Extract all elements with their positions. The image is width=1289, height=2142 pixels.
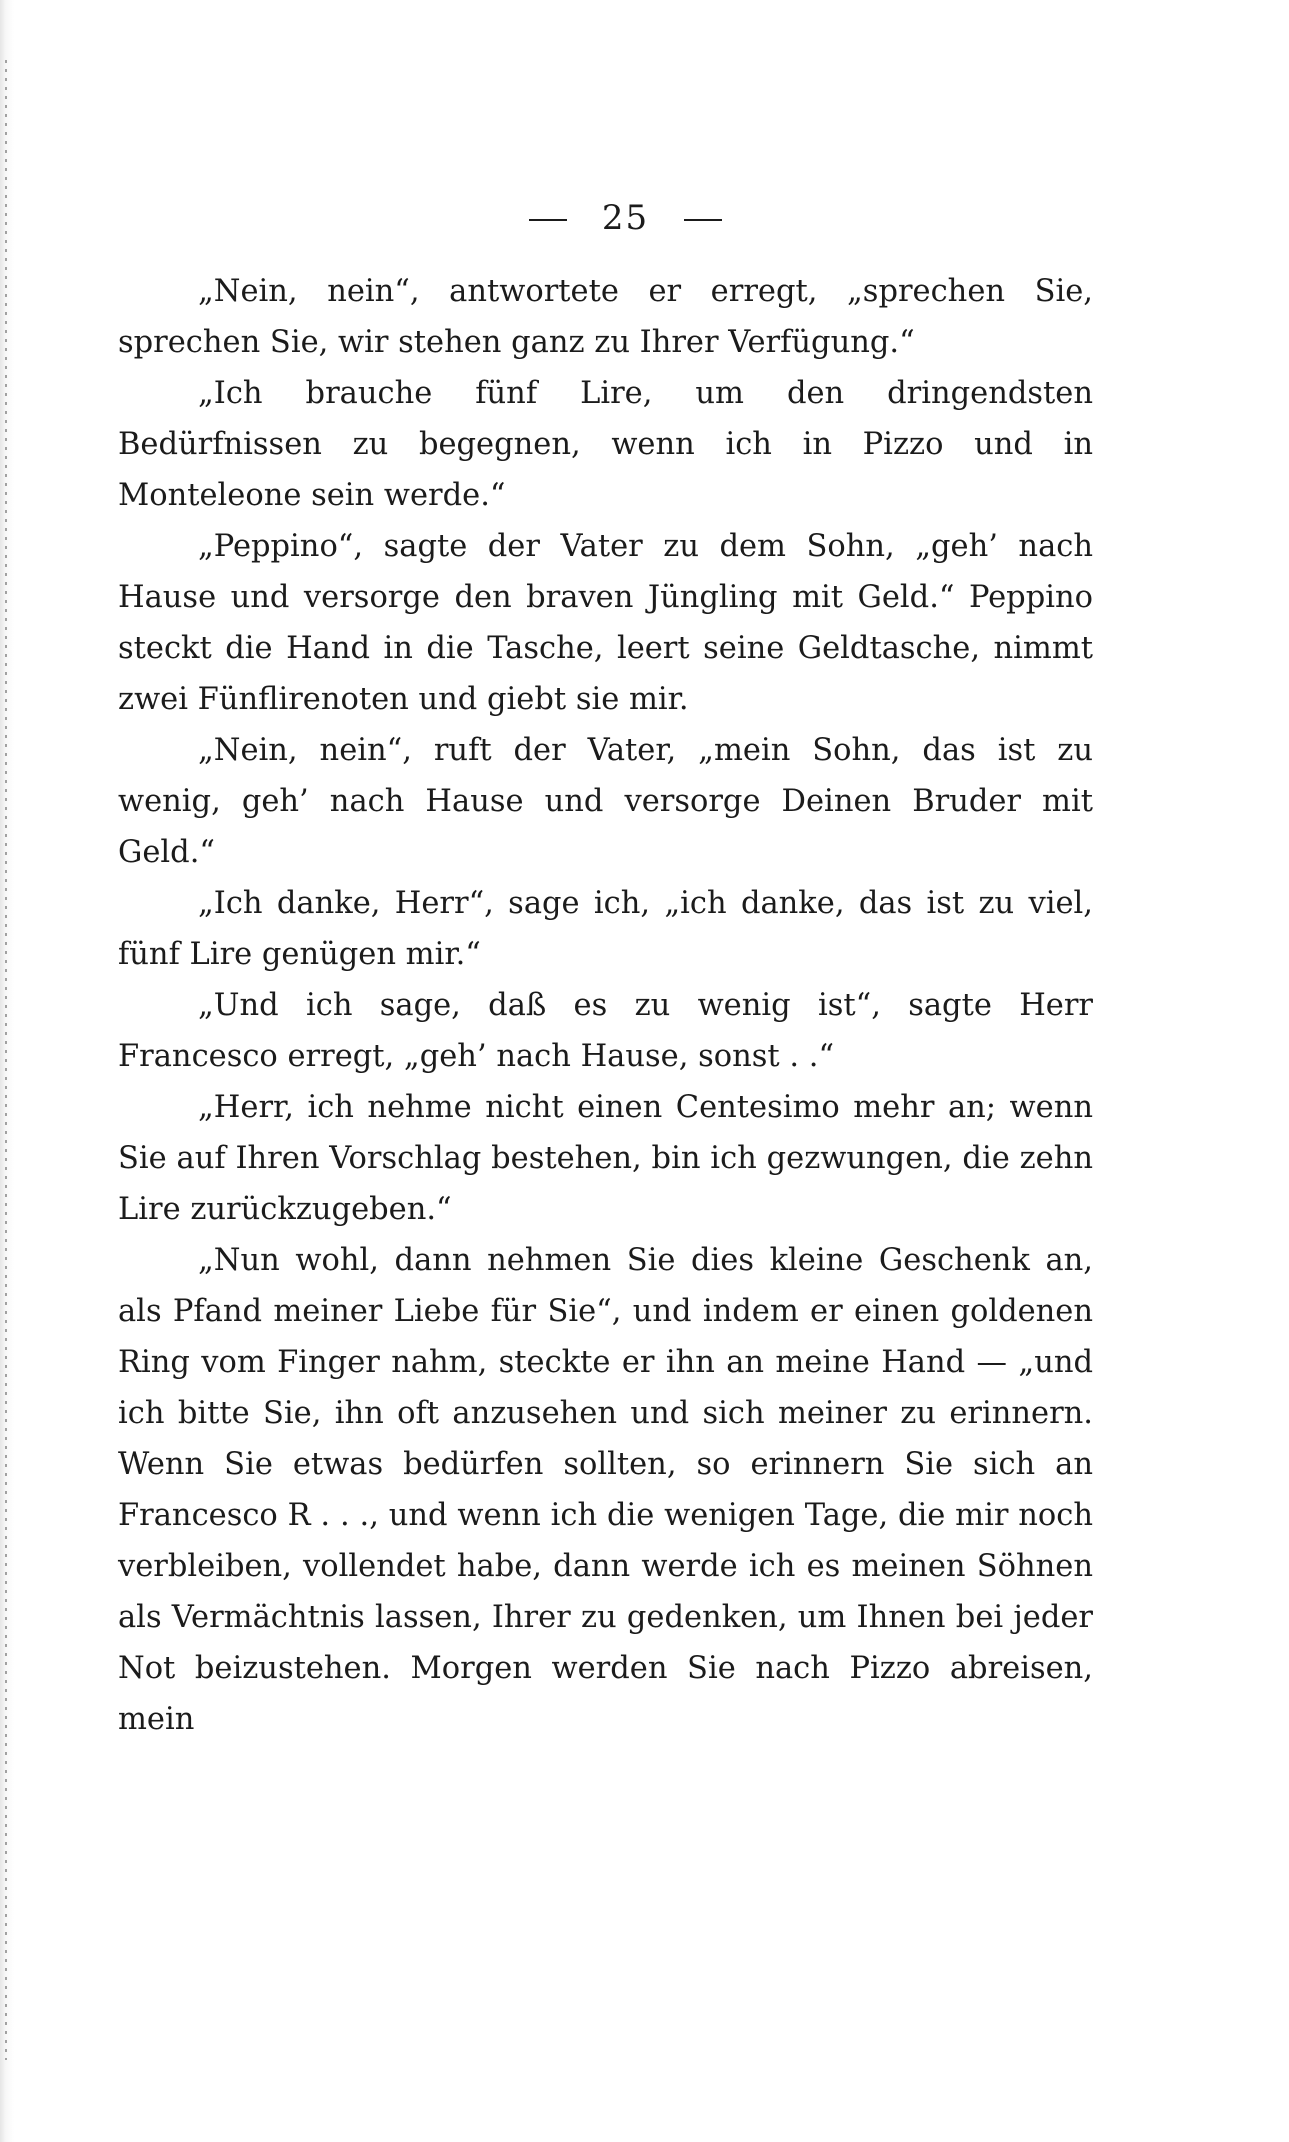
paragraph-5: „Ich danke, Herr“, sage ich, „ich danke, das ist zu viel, fünf Lire genügen mir.“ xyxy=(118,886,1093,972)
page-number: 25 xyxy=(601,198,650,238)
paragraph-3: „Peppino“, sagte der Vater zu dem Sohn, „geh’ nach Hause und versorge den braven Jüngling mit Geld.“ Peppino steckt die Hand in die Tasche, leert seine Geldtasche, nimmt zwei Fünflirenoten und giebt sie mir. xyxy=(118,529,1093,717)
left-dash xyxy=(529,219,567,221)
paragraph-4: „Nein, nein“, ruft der Vater, „mein Sohn, das ist zu wenig, geh’ nach Hause und versorge Deinen Bruder mit Geld.“ xyxy=(118,733,1093,870)
paragraph-8: „Nun wohl, dann nehmen Sie dies kleine Geschenk an, als Pfand meiner Liebe für Sie“, und indem er einen goldenen Ring vom Finger nahm, steckte er ihn an meine Hand — „und ich bitte Sie, ihn oft anzusehen und sich meiner zu erinnern. Wenn Sie etwas bedürfen sollten, so erinnern Sie sich an Francesco R . . ., und wenn ich die wenigen Tage, die mir noch verbleiben, vollendet habe, dann werde ich es meinen Söhnen als Vermächtnis lassen, Ihrer zu gedenken, um Ihnen bei jeder Not beizustehen. Morgen werden Sie nach Pizzo abreisen, mein xyxy=(118,1243,1093,1737)
paragraph-1: „Nein, nein“, antwortete er erregt, „sprechen Sie, sprechen Sie, wir stehen ganz zu Ihrer Verfügung.“ xyxy=(118,274,1093,360)
scan-binding-line xyxy=(5,60,7,2060)
paragraph-2: „Ich brauche fünf Lire, um den dringendsten Bedürfnissen zu begegnen, wenn ich in Pizzo und in Monteleone sein werde.“ xyxy=(118,376,1093,513)
paragraph-7: „Herr, ich nehme nicht einen Centesimo mehr an; wenn Sie auf Ihren Vorschlag bestehen, bin ich gezwungen, die zehn Lire zurückzugeben.“ xyxy=(118,1090,1093,1227)
scan-edge-shadow xyxy=(0,0,14,2142)
paragraph-6: „Und ich sage, daß es zu wenig ist“, sagte Herr Francesco erregt, „geh’ nach Hause, sonst . .“ xyxy=(118,988,1093,1074)
right-dash xyxy=(684,219,722,221)
book-page xyxy=(118,186,1093,1745)
page-number-header xyxy=(118,186,1093,250)
